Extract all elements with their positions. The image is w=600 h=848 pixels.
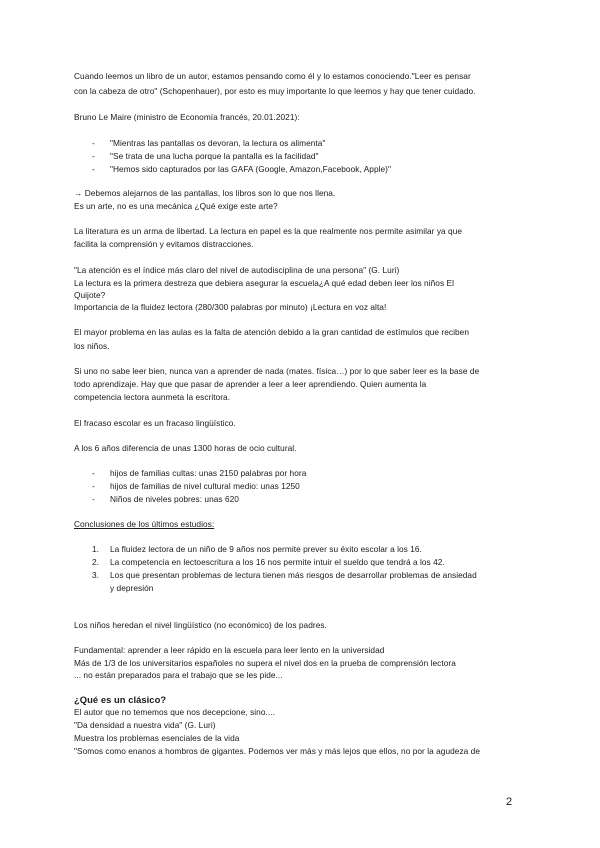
heredan-line: Los niños heredan el nivel lingüístico (no económico) de los padres. xyxy=(74,620,327,630)
list-bullet: - xyxy=(92,164,95,174)
intro-line-2: con la cabeza de otro" (Schopenhauer), por esto es muy importante lo que leemos y hay que tener cuidado. xyxy=(74,86,476,96)
saber-line-2: todo aprendizaje. Hay que que pasar de aprender a leer a leer aprendiendo. Quien aumenta la xyxy=(74,379,427,389)
atencion-line-2: La lectura es la primera destreza que debiera asegurar la escuela¿A qué edad deben leer los niños El xyxy=(74,278,454,288)
intro-line-1: Cuando leemos un libro de un autor, estamos pensando como él y lo estamos conociendo."Leer es pensar xyxy=(74,71,471,81)
list-item: "Hemos sido capturados por las GAFA (Google, Amazon,Facebook, Apple)" xyxy=(110,164,391,174)
list-number: 2. xyxy=(92,557,100,567)
fundamental-line-3: ... no están preparados para el trabajo que se les pide... xyxy=(74,670,283,680)
numbered-item-continued: y depresión xyxy=(110,583,154,593)
list-number: 1. xyxy=(92,544,100,554)
list-bullet: - xyxy=(92,151,95,161)
fundamental-line-1: Fundamental: aprender a leer rápido en la escuela para leer lento en la universidad xyxy=(74,645,385,655)
quote-author: Bruno Le Maire (ministro de Economía francés, 20.01.2021): xyxy=(74,112,300,122)
arrow-line: → Debemos alejarnos de las pantallas, los libros son lo que nos llena. xyxy=(74,188,336,198)
conclusiones-heading: Conclusiones de los últimos estudios: xyxy=(74,519,215,529)
clasico-line-1: El autor que no tememos que nos decepcione, sino.... xyxy=(74,707,275,717)
seis-anos-line: A los 6 años diferencia de unas 1300 horas de ocio cultural. xyxy=(74,443,297,453)
fracaso-line: El fracaso escolar es un fracaso lingüístico. xyxy=(74,418,236,428)
atencion-line-3: Quijote? xyxy=(74,290,106,300)
list-number: 3. xyxy=(92,570,100,580)
clasico-heading: ¿Qué es un clásico? xyxy=(74,694,167,705)
list-bullet: - xyxy=(92,468,95,478)
numbered-item: La competencia en lectoescritura a los 16 nos permite intuir el sueldo que tendrá a los 42. xyxy=(110,557,445,567)
clasico-line-4: "Somos como enanos a hombros de gigantes. Podemos ver más y más lejos que ellos, no por la agudeza de xyxy=(74,746,481,756)
atencion-line-1: "La atención es el índice más claro del nivel de autodisciplina de una persona" (G. Luri) xyxy=(74,265,400,275)
clasico-line-2: "Da densidad a nuestra vida" (G. Luri) xyxy=(74,720,216,730)
list-item: "Se trata de una lucha porque la pantalla es la facilidad" xyxy=(110,151,319,161)
numbered-item: Los que presentan problemas de lectura tienen más riesgos de desarrollar problemas de ansiedad xyxy=(110,570,477,580)
saber-line-3: competencia lectora aunmeta la escritora. xyxy=(74,392,231,402)
numbered-item: La fluidez lectora de un niño de 9 años nos permite prever su éxito escolar a los 16. xyxy=(110,544,422,554)
saber-line-1: Si uno no sabe leer bien, nunca van a aprender de nada (mates. física…) por lo que saber leer es la base de xyxy=(74,366,480,376)
clasico-line-3: Muestra los problemas esenciales de la vida xyxy=(74,733,240,743)
literatura-line-2: facilita la comprensión y evitamos distracciones. xyxy=(74,239,254,249)
list-item: hijos de familias cultas: unas 2150 palabras por hora xyxy=(110,468,307,478)
list-bullet: - xyxy=(92,481,95,491)
list-bullet: - xyxy=(92,494,95,504)
list-item: hijos de familias de nivel cultural medio: unas 1250 xyxy=(110,481,300,491)
list-item: Niños de niveles pobres: unas 620 xyxy=(110,494,239,504)
literatura-line-1: La literatura es un arma de libertad. La lectura en papel es la que realmente nos permite asimilar ya que xyxy=(74,226,463,236)
page-number: 2 xyxy=(506,796,513,808)
problema-line-2: los niños. xyxy=(74,341,110,351)
arte-line: Es un arte, no es una mecánica ¿Qué exige este arte? xyxy=(74,201,278,211)
problema-line-1: El mayor problema en las aulas es la falta de atención debido a la gran cantidad de estímulos que reciben xyxy=(74,327,469,337)
fundamental-line-2: Más de 1/3 de los universitarios españoles no supera el nivel dos en la prueba de comprensión lectora xyxy=(74,658,456,668)
atencion-line-4: Importancia de la fluidez lectora (280/300 palabras por minuto) ¡Lectura en voz alta! xyxy=(74,302,387,312)
list-bullet: - xyxy=(92,138,95,148)
list-item: "Mientras las pantallas os devoran, la lectura os alimenta" xyxy=(110,138,326,148)
